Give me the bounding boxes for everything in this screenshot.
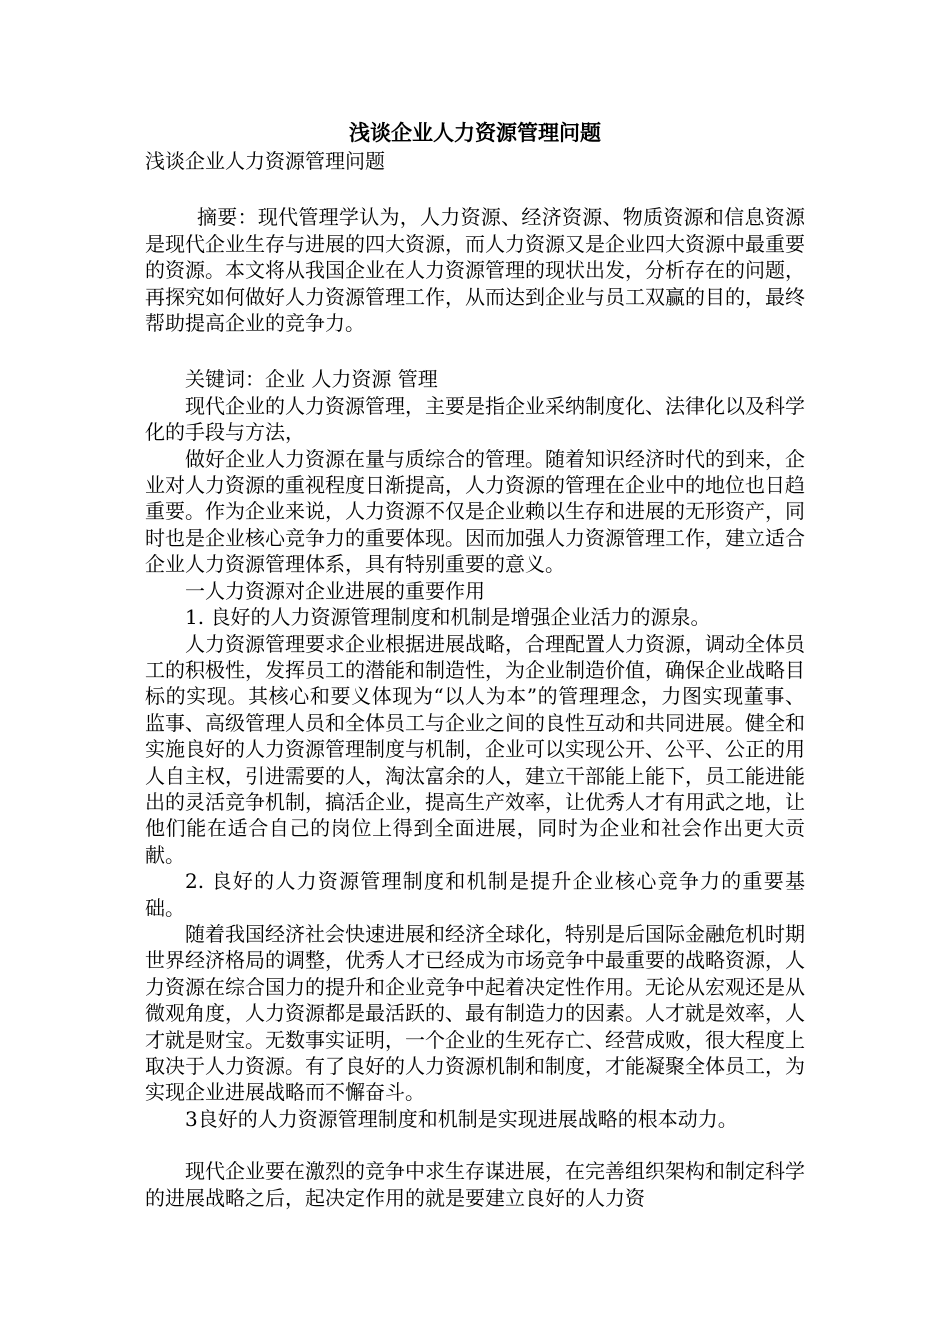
document-subtitle: 浅谈企业人力资源管理问题	[145, 149, 385, 173]
subsection-heading: 3良好的人力资源管理制度和机制是实现进展战略的根本动力。	[185, 1106, 738, 1131]
subsection-heading: 2. 良好的人力资源管理制度和机制是提升企业核心竞争力的重要基础。	[145, 869, 805, 920]
abstract-paragraph: 摘要：现代管理学认为，人力资源、经济资源、物质资源和信息资源是现代企业生存与进展的四大资源，而人力资源又是企业四大资源中最重要的资源。本文将从我国企业在人力资源管理的现状出发，分析存在的问题，再探究如何做好人力资源管理工作，从而达到企业与员工双赢的目的，最终帮助提高企业的竞争力。	[145, 205, 805, 336]
spacer	[145, 336, 805, 366]
subsection-heading: 1. 良好的人力资源管理制度和机制是增强企业活力的源泉。	[185, 605, 711, 630]
spacer	[145, 1132, 805, 1158]
section-heading: 一人力资源对企业进展的重要作用	[185, 578, 485, 603]
keywords-line: 关键词：企业 人力资源 管理	[185, 367, 438, 392]
document-title: 浅谈企业人力资源管理问题	[349, 120, 601, 145]
spacer	[145, 174, 805, 204]
body-paragraph: 现代企业要在激烈的竞争中求生存谋进展，在完善组织架构和制定科学的进展战略之后，起决定作用的就是要建立良好的人力资	[145, 1159, 805, 1210]
body-paragraph: 现代企业的人力资源管理，主要是指企业采纳制度化、法律化以及科学化的手段与方法，	[145, 393, 805, 445]
body-paragraph: 人力资源管理要求企业根据进展战略，合理配置人力资源，调动全体员工的积极性，发挥员工的潜能和制造性，为企业制造价值，确保企业战略目标的实现。其核心和要义体现为“以人为本”的管理理念，力图实现董事、监事、高级管理人员和全体员工与企业之间的良性互动和共同进展。健全和实施良好的人力资源管理制度与机制，企业可以实现公开、公平、公正的用人自主权，引进需要的人，淘汰富余的人，建立干部能上能下，员工能进能出的灵活竞争机制，搞活企业，提高生产效率，让优秀人才有用武之地，让他们能在适合自己的岗位上得到全面进展，同时为企业和社会作出更大贡献。	[145, 631, 805, 867]
body-paragraph: 随着我国经济社会快速进展和经济全球化，特别是后国际金融危机时期世界经济格局的调整，优秀人才已经成为市场竞争中最重要的战略资源，人力资源在综合国力的提升和企业竞争中起着决定性作用。无论从宏观还是从微观角度，人力资源都是最活跃的、最有制造力的因素。人才就是效率，人才就是财宝。无数事实证明，一个企业的生死存亡、经营成败，很大程度上取决于人力资源。有了良好的人力资源机制和制度，才能凝聚全体员工，为实现企业进展战略而不懈奋斗。	[145, 921, 805, 1105]
body-paragraph: 做好企业人力资源在量与质综合的管理。随着知识经济时代的到来，企业对人力资源的重视程度日渐提高，人力资源的管理在企业中的地位也日趋重要。作为企业来说，人力资源不仅是企业赖以生存和进展的无形资产，同时也是企业核心竞争力的重要体现。因而加强人力资源管理工作，建立适合企业人力资源管理体系，具有特别重要的意义。	[145, 446, 805, 577]
document-page	[145, 118, 805, 1211]
